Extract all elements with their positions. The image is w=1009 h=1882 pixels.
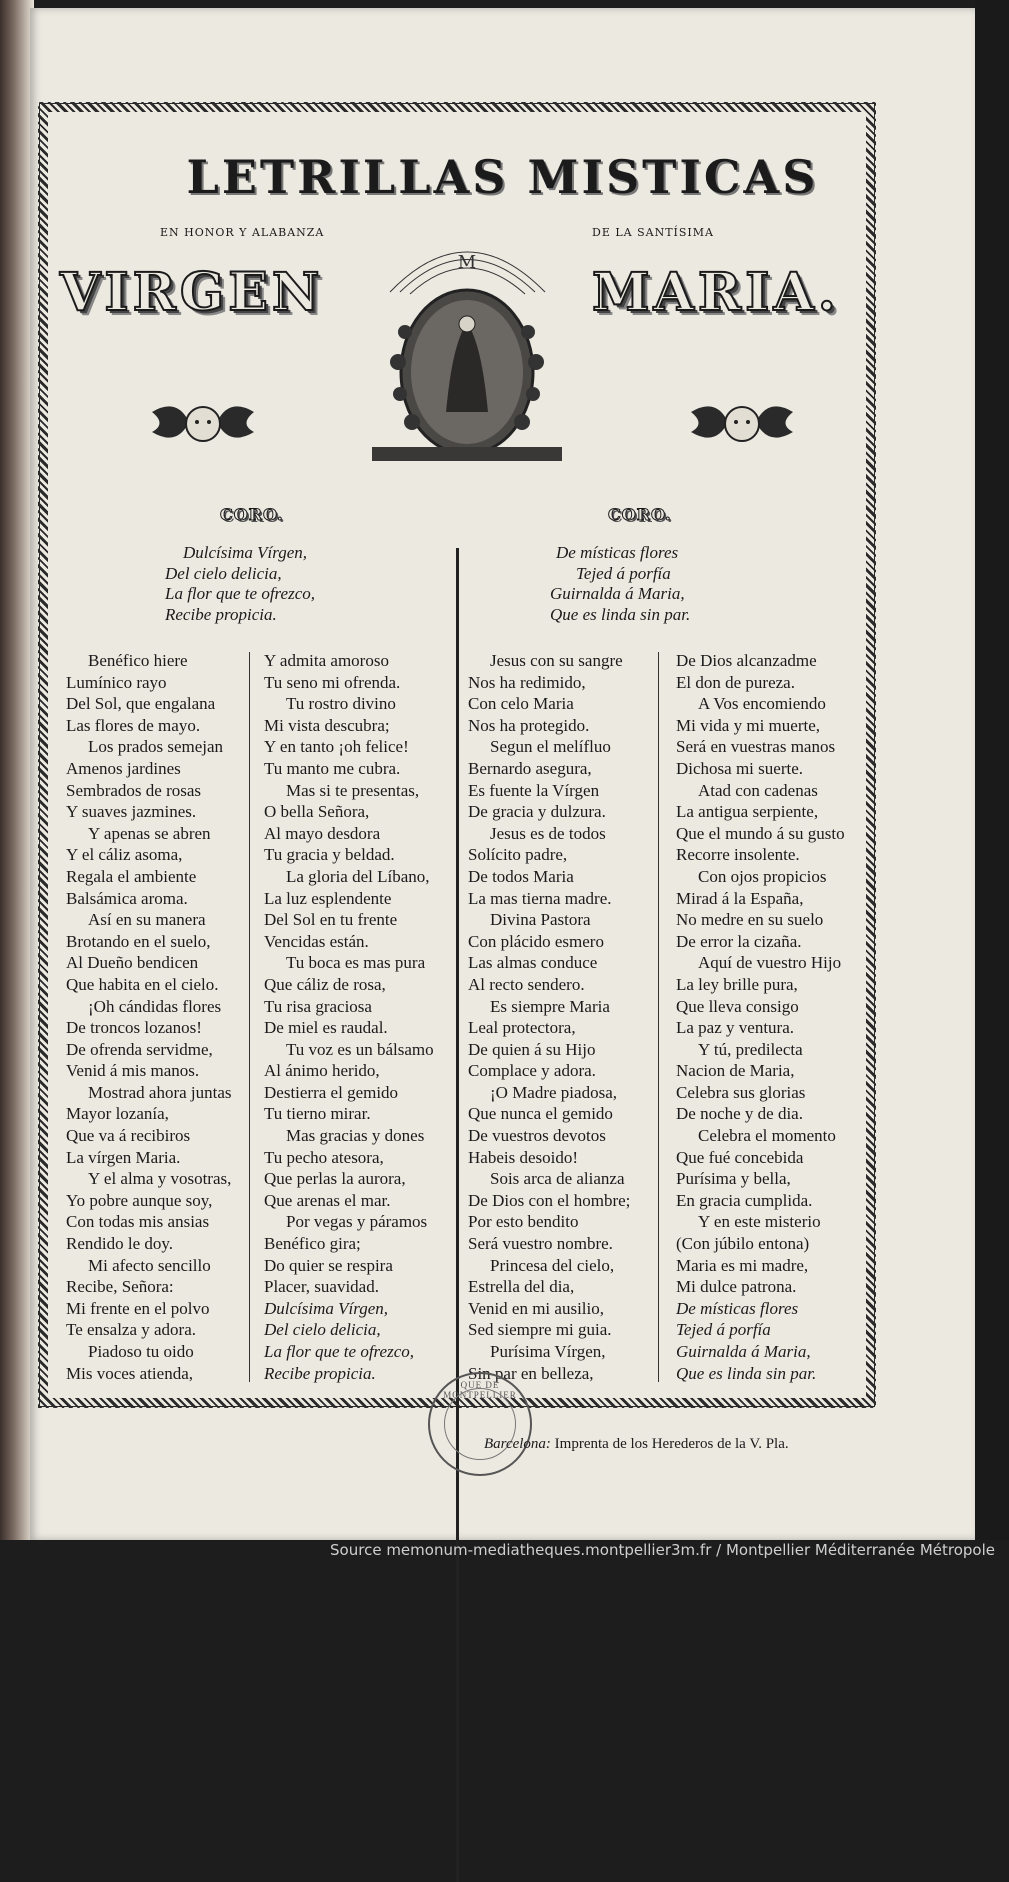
verse-line: Tu voz es un bálsamo <box>286 1039 434 1059</box>
verse-line: Jesus con su sangre <box>490 651 623 670</box>
verse-line: Purísima y bella, <box>676 1169 791 1189</box>
verse-line: ¡O Madre piadosa, <box>490 1082 617 1102</box>
verse-line: Sois arca de alianza <box>490 1169 625 1189</box>
verse-line: Benéfico hiere <box>88 651 188 670</box>
chorus-line: De místicas flores <box>556 543 679 562</box>
title-word-maria: MARIA. <box>592 262 840 323</box>
verse-line: Mi dulce patrona. <box>676 1277 797 1297</box>
verse-line: Nos ha protegido. <box>468 715 590 735</box>
verse-line: Mayor lozanía, <box>66 1104 169 1124</box>
chorus-left-stanza <box>165 543 315 625</box>
verse-line: Del cielo delicia, <box>264 1320 381 1340</box>
verse-line: La ley brille pura, <box>676 974 798 994</box>
verse-line: La paz y ventura. <box>676 1018 794 1038</box>
verse-line: De místicas flores <box>676 1298 799 1318</box>
verse-line: La flor que te ofrezco, <box>264 1342 414 1361</box>
chorus-line: Del cielo delicia, <box>165 563 282 583</box>
verse-line: Complace y adora. <box>468 1061 596 1081</box>
virgin-vignette-illustration <box>350 222 585 472</box>
verse-line: Venid á mis manos. <box>66 1061 200 1081</box>
verse-line: Estrella del dia, <box>468 1277 575 1297</box>
chorus-right-stanza <box>550 543 690 625</box>
verse-column-4 <box>676 650 845 1384</box>
imprint-text: Imprenta de los Herederos de la V. Pla. <box>554 1436 789 1452</box>
verse-column-1 <box>66 650 232 1384</box>
verse-line: Recorre insolente. <box>676 845 800 865</box>
verse-line: Que perlas la aurora, <box>264 1169 406 1189</box>
verse-line: Con ojos propicios <box>698 866 827 886</box>
verse-line: La luz esplendente <box>264 888 392 908</box>
verse-line: Del Sol en tu frente <box>264 910 398 930</box>
verse-line: Balsámica aroma. <box>66 888 188 908</box>
verse-line: Y en tanto ¡oh felice! <box>264 737 409 757</box>
verse-line: De Dios con el hombre; <box>468 1190 631 1210</box>
verse-line: Destierra el gemido <box>264 1082 399 1102</box>
verse-line: Tu pecho atesora, <box>264 1147 384 1167</box>
verse-line: Recibe, Señora: <box>66 1277 174 1297</box>
verse-line: Nos ha redimido, <box>468 672 586 692</box>
verse-line: De miel es raudal. <box>264 1018 388 1038</box>
subtitle-right: DE LA SANTÍSIMA <box>592 226 714 239</box>
subtitle-left: EN HONOR Y ALABANZA <box>160 226 325 239</box>
verse-line: Sin par en belleza, <box>468 1363 594 1383</box>
verse-line: Del Sol, que engalana <box>66 694 216 714</box>
verse-line: Bernardo asegura, <box>468 758 592 778</box>
verse-line: Jesus es de todos <box>490 823 606 843</box>
verse-line: Piadoso tu oido <box>88 1342 194 1361</box>
verse-line: La gloria del Líbano, <box>286 866 430 886</box>
verse-line: Y el alma y vosotras, <box>88 1169 232 1189</box>
verse-line: Que es linda sin par. <box>676 1363 817 1383</box>
column-rule <box>249 652 250 1382</box>
verse-line: Amenos jardines <box>66 758 181 778</box>
verse-line: Al Dueño bendicen <box>66 953 199 973</box>
verse-line: La mas tierna madre. <box>468 888 612 908</box>
pedestal <box>372 447 562 461</box>
chorus-line: Guirnalda á Maria, <box>550 584 685 603</box>
verse-line: Mi vista descubra; <box>264 715 390 735</box>
chorus-line: Tejed á porfía <box>576 563 671 583</box>
verse-line: Dichosa mi suerte. <box>676 758 803 778</box>
verse-line: Con celo Maria <box>468 694 574 714</box>
verse-line: Atad con cadenas <box>698 780 818 800</box>
verse-line: O bella Señora, <box>264 802 370 822</box>
verse-line: Tu seno mi ofrenda. <box>264 672 401 692</box>
verse-line: Segun el melífluo <box>490 737 611 757</box>
column-rule <box>658 652 659 1382</box>
verse-line: Al recto sendero. <box>468 974 585 994</box>
verse-line: Dulcísima Vírgen, <box>264 1298 389 1318</box>
verse-line: Así en su manera <box>88 910 206 930</box>
verse-line: Aquí de vuestro Hijo <box>698 953 842 973</box>
verse-line: Placer, suavidad. <box>264 1277 379 1297</box>
page-title: LETRILLAS MISTICAS <box>186 150 819 204</box>
verse-line: Vencidas están. <box>264 931 369 951</box>
verse-line: Por vegas y páramos <box>286 1212 428 1232</box>
verse-line: Y apenas se abren <box>88 823 211 843</box>
verse-line: Mi afecto sencillo <box>88 1255 211 1275</box>
verse-line: Tu risa graciosa <box>264 996 372 1016</box>
verse-line: Brotando en el suelo, <box>66 931 211 951</box>
verse-line: Es fuente la Vírgen <box>468 780 600 800</box>
stamp-text: QUE DE MONTPELLIER <box>443 1380 517 1400</box>
verse-line: Y tú, predilecta <box>698 1039 803 1059</box>
verse-line: Mirad á la España, <box>676 888 804 908</box>
verse-line: Sembrados de rosas <box>66 780 202 800</box>
verse-line: Que fué concebida <box>676 1147 804 1167</box>
verse-line: Que el mundo á su gusto <box>676 823 845 843</box>
verse-line: (Con júbilo entona) <box>676 1234 810 1254</box>
verse-line: En gracia cumplida. <box>676 1190 813 1210</box>
cherub-right-icon <box>686 392 798 462</box>
verse-line: Mi vida y mi muerte, <box>676 715 821 735</box>
verse-line: Mas gracias y dones <box>286 1126 425 1146</box>
verse-line: Que habita en el cielo. <box>66 974 219 994</box>
verse-line: Que nunca el gemido <box>468 1104 613 1124</box>
verse-line: Te ensalza y adora. <box>66 1320 197 1340</box>
verse-line: Lumínico rayo <box>66 672 167 692</box>
verse-line: La vírgen Maria. <box>66 1147 181 1167</box>
verse-line: Rendido le doy. <box>66 1234 174 1254</box>
scan-background <box>975 0 1009 1540</box>
verse-line: De quien á su Hijo <box>468 1039 596 1059</box>
verse-column-3 <box>468 650 630 1384</box>
verse-line: Leal protectora, <box>468 1018 576 1038</box>
verse-line: Las flores de mayo. <box>66 715 201 735</box>
verse-line: Guirnalda á Maria, <box>676 1342 811 1361</box>
verse-line: De error la cizaña. <box>676 931 802 951</box>
verse-line: Do quier se respira <box>264 1255 393 1275</box>
verse-line: La antigua serpiente, <box>676 802 819 822</box>
verse-line: Yo pobre aunque soy, <box>66 1190 213 1210</box>
verse-line: Será en vuestras manos <box>676 737 836 757</box>
verse-line: Tu boca es mas pura <box>286 953 426 973</box>
verse-line: No medre en su suelo <box>676 910 824 930</box>
verse-line: Venid en mi ausilio, <box>468 1298 604 1318</box>
verse-line: Maria es mi madre, <box>676 1255 809 1275</box>
verse-line: Mis voces atienda, <box>66 1363 193 1383</box>
verse-line: Y el cáliz asoma, <box>66 845 183 865</box>
coro-heading-left: CORO. <box>220 505 284 524</box>
verse-line: Y admita amoroso <box>264 651 389 670</box>
verse-line: Y en este misterio <box>698 1212 821 1232</box>
source-credit: Source memonum-mediatheques.montpellier3m.fr / Montpellier Méditerranée Métropole <box>330 1541 995 1559</box>
verse-line: Celebra sus glorias <box>676 1082 806 1102</box>
chorus-line: Que es linda sin par. <box>550 604 691 624</box>
verse-line: A Vos encomiendo <box>698 694 826 714</box>
verse-line: Solícito padre, <box>468 845 568 865</box>
verse-line: Sed siempre mi guia. <box>468 1320 612 1340</box>
verse-line: Las almas conduce <box>468 953 598 973</box>
verse-line: De ofrenda servidme, <box>66 1039 213 1059</box>
chorus-line: Recibe propicia. <box>165 604 277 624</box>
verse-line: Por esto bendito <box>468 1212 579 1232</box>
verse-line: Benéfico gira; <box>264 1234 361 1254</box>
verse-line: Mostrad ahora juntas <box>88 1082 232 1102</box>
verse-line: Celebra el momento <box>698 1126 836 1146</box>
verse-line: Tu tierno mirar. <box>264 1104 371 1124</box>
verse-line: Recibe propicia. <box>264 1363 376 1383</box>
monogram-icon: M <box>457 252 477 273</box>
center-divider-rule <box>456 548 459 1882</box>
verse-line: Que va á recibiros <box>66 1126 191 1146</box>
verse-line: De noche y de dia. <box>676 1104 803 1124</box>
verse-line: Que arenas el mar. <box>264 1190 391 1210</box>
verse-line: Tejed á porfía <box>676 1320 771 1340</box>
title-word-virgen: VIRGEN <box>60 262 324 323</box>
verse-line: Princesa del cielo, <box>490 1255 615 1275</box>
verse-line: Tu manto me cubra. <box>264 758 401 778</box>
verse-line: Con plácido esmero <box>468 931 604 951</box>
verse-line: Con todas mis ansias <box>66 1212 210 1232</box>
verse-line: Que cáliz de rosa, <box>264 974 386 994</box>
verse-line: Y suaves jazmines. <box>66 802 197 822</box>
chorus-line: Dulcísima Vírgen, <box>183 543 308 562</box>
verse-line: Tu rostro divino <box>286 694 396 714</box>
verse-line: Que lleva consigo <box>676 996 799 1016</box>
verse-line: De Dios alcanzadme <box>676 651 817 670</box>
verse-line: Habeis desoido! <box>468 1147 579 1167</box>
verse-line: Regala el ambiente <box>66 866 197 886</box>
verse-line: De troncos lozanos! <box>66 1018 202 1038</box>
verse-line: El don de pureza. <box>676 672 795 692</box>
imprint-city: Barcelona: <box>484 1436 551 1452</box>
verse-line: Divina Pastora <box>490 910 591 930</box>
printer-imprint <box>484 1436 789 1453</box>
verse-line: ¡Oh cándidas flores <box>88 996 222 1016</box>
coro-heading-right: CORO. <box>608 505 672 524</box>
verse-line: De todos Maria <box>468 866 574 886</box>
verse-line: De vuestros devotos <box>468 1126 606 1146</box>
verse-line: Mi frente en el polvo <box>66 1298 210 1318</box>
chorus-line: La flor que te ofrezco, <box>165 584 315 603</box>
verse-line: Mas si te presentas, <box>286 780 420 800</box>
verse-line: Purísima Vírgen, <box>490 1342 606 1361</box>
verse-line: Tu gracia y beldad. <box>264 845 395 865</box>
verse-line: Nacion de Maria, <box>676 1061 795 1081</box>
library-stamp <box>428 1372 532 1476</box>
verse-line: Al ánimo herido, <box>264 1061 380 1081</box>
cherub-left-icon <box>147 392 259 462</box>
verse-line: Al mayo desdora <box>264 823 381 843</box>
verse-line: Es siempre Maria <box>490 996 610 1016</box>
book-spine-edge <box>0 0 34 1540</box>
verse-line: Los prados semejan <box>88 737 224 757</box>
verse-column-2 <box>264 650 434 1384</box>
verse-line: De gracia y dulzura. <box>468 802 606 822</box>
verse-line: Será vuestro nombre. <box>468 1234 613 1254</box>
